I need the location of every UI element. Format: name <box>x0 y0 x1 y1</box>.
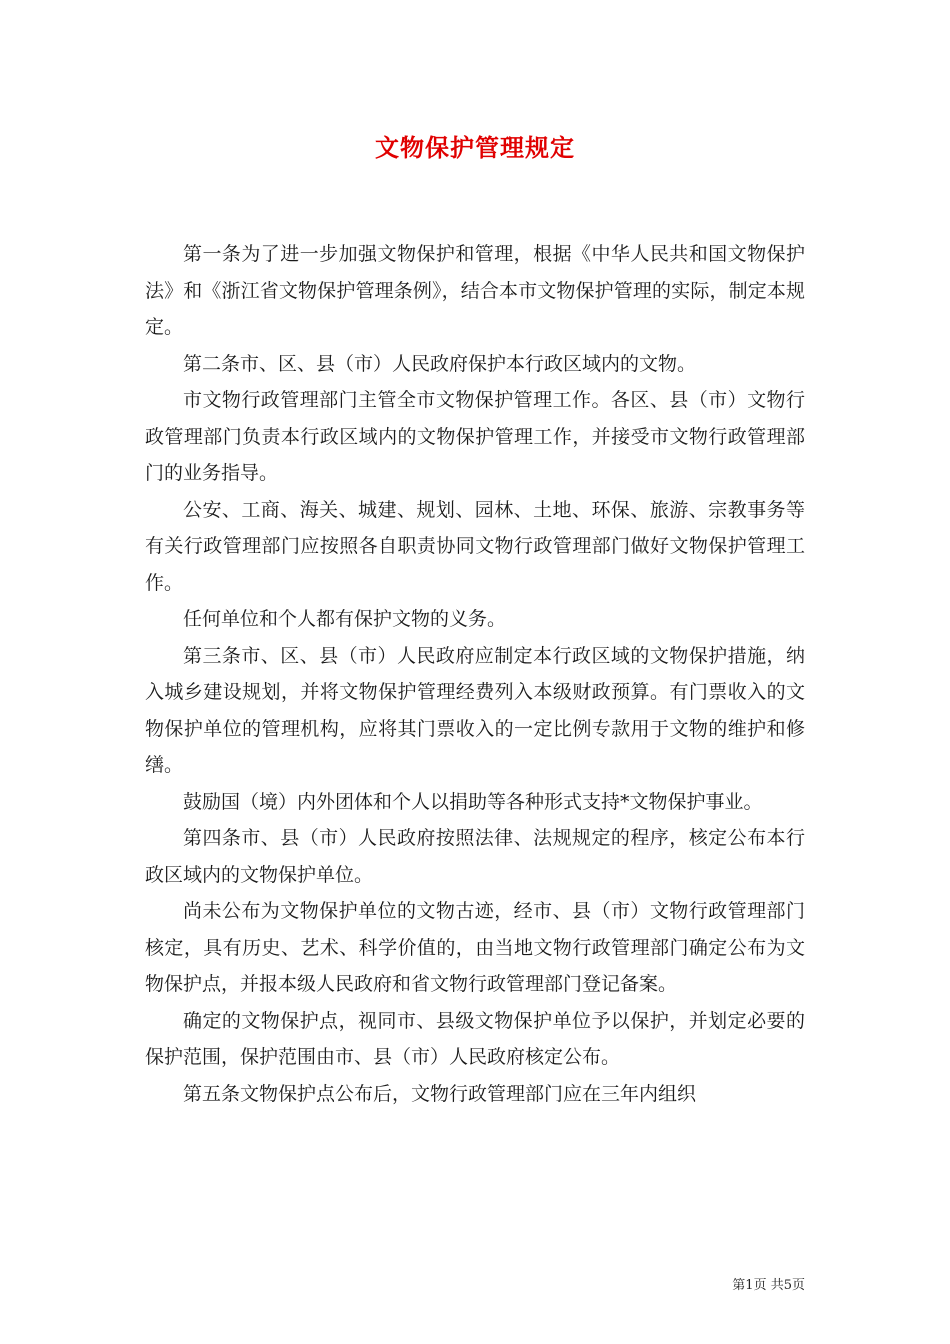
document-body <box>145 236 805 1112</box>
paragraph-article-5: 第五条文物保护点公布后，文物行政管理部门应在三年内组织 <box>183 1082 697 1105</box>
page-number-footer <box>732 1274 805 1293</box>
document-title: 文物保护管理规定 <box>375 133 575 162</box>
footer-prefix: 第 <box>732 1278 746 1293</box>
paragraph-article-4-clause-2: 尚未公布为文物保护单位的文物古迹，经市、县（市）文物行政管理部门核定，具有历史、艺术、科学价值的，由当地文物行政管理部门确定公布为文物保护点，并报本级人民政府和省文物行政管理部门登记备案。 <box>145 900 805 995</box>
paragraph-article-2-clause-4: 任何单位和个人都有保护文物的义务。 <box>183 608 507 630</box>
footer-total-pages: 5 <box>783 1278 792 1293</box>
paragraph-article-2: 第二条市、区、县（市）人民政府保护本行政区域内的文物。 <box>183 352 697 375</box>
paragraph-article-2-clause-2: 市文物行政管理部门主管全市文物保护管理工作。各区、县（市）文物行政管理部门负责本行政区域内的文物保护管理工作，并接受市文物行政管理部门的业务指导。 <box>145 389 805 484</box>
footer-middle: 页 共 <box>753 1278 784 1293</box>
paragraph-article-1: 第一条为了进一步加强文物保护和管理，根据《中华人民共和国文物保护法》和《浙江省文物保护管理条例》，结合本市文物保护管理的实际，制定本规定。 <box>145 243 805 338</box>
footer-current-page: 1 <box>745 1278 754 1293</box>
paragraph-article-4: 第四条市、县（市）人民政府按照法律、法规规定的程序，核定公布本行政区域内的文物保护单位。 <box>145 827 805 886</box>
footer-suffix: 页 <box>791 1278 805 1293</box>
paragraph-article-4-clause-3: 确定的文物保护点，视同市、县级文物保护单位予以保护，并划定必要的保护范围，保护范围由市、县（市）人民政府核定公布。 <box>145 1009 805 1068</box>
paragraph-article-2-clause-3: 公安、工商、海关、城建、规划、园林、土地、环保、旅游、宗教事务等有关行政管理部门应按照各自职责协同文物行政管理部门做好文物保护管理工作。 <box>145 498 805 594</box>
paragraph-article-3-clause-2: 鼓励国（境）内外团体和个人以捐助等各种形式支持*文物保护事业。 <box>183 790 763 813</box>
paragraph-article-3: 第三条市、区、县（市）人民政府应制定本行政区域的文物保护措施，纳入城乡建设规划，并将文物保护管理经费列入本级财政预算。有门票收入的文物保护单位的管理机构，应将其门票收入的一定比例专款用于文物的维护和修缮。 <box>145 644 805 776</box>
